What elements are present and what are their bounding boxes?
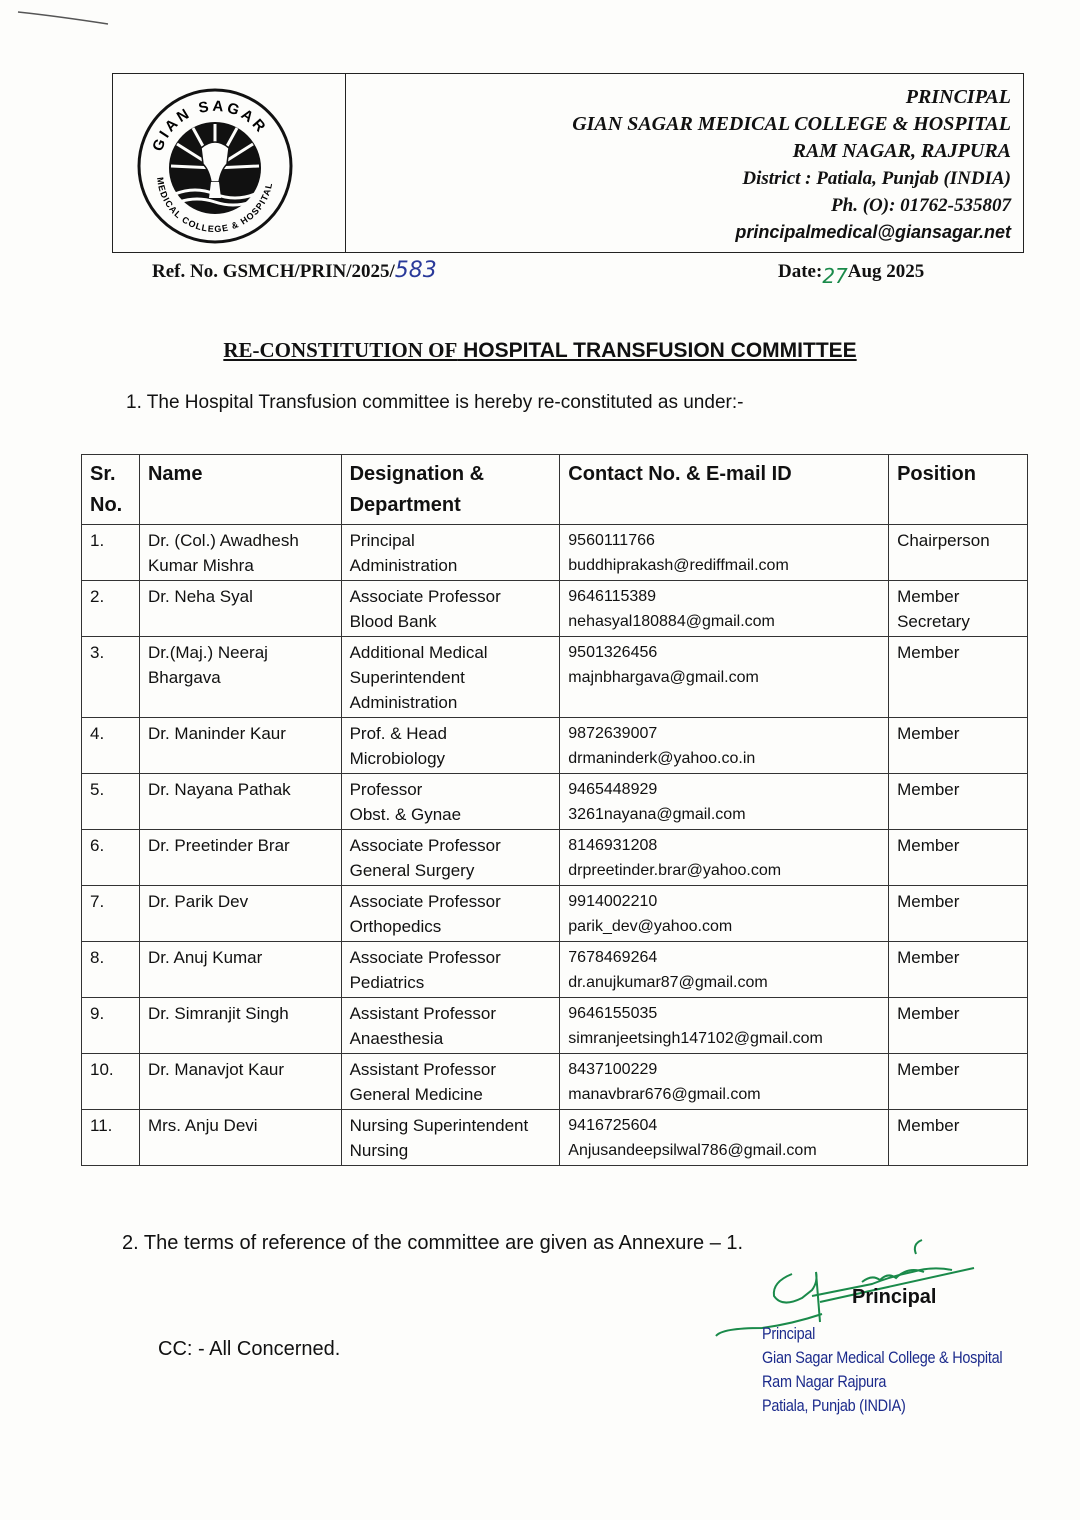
designation-line: Associate Professor bbox=[349, 587, 501, 606]
table-row bbox=[82, 1054, 1028, 1110]
cell-contact bbox=[560, 1054, 889, 1110]
paragraph-2: 2. The terms of reference of the committee are given as Annexure – 1. bbox=[122, 1232, 744, 1254]
logo-cell bbox=[113, 74, 346, 252]
table-header-row bbox=[82, 455, 1028, 525]
cell-contact bbox=[560, 830, 889, 886]
reference-number bbox=[152, 258, 437, 283]
date-handwritten-day: 27 bbox=[822, 264, 848, 288]
phone-number: 9646115389 bbox=[568, 588, 657, 605]
cell-contact bbox=[560, 1110, 889, 1166]
designation-line: Nursing Superintendent bbox=[349, 1116, 529, 1135]
header-contact: Contact No. & E-mail ID bbox=[560, 455, 889, 525]
date-label: Date: bbox=[778, 261, 823, 282]
cell-contact bbox=[560, 942, 889, 998]
cell-contact bbox=[560, 718, 889, 774]
cell-designation bbox=[341, 637, 560, 718]
phone-number: 9646155035 bbox=[568, 1005, 658, 1022]
cell-designation bbox=[341, 1110, 560, 1166]
committee-members-table bbox=[81, 454, 1028, 1166]
email-address: 3261nayana@gmail.com bbox=[568, 806, 746, 823]
reference-handwritten-number: 583 bbox=[394, 258, 437, 283]
cell-name: Dr. Manavjot Kaur bbox=[139, 1054, 341, 1110]
letterhead-phone: Ph. (O): 01762-535807 bbox=[831, 195, 1011, 216]
cell-position: Member bbox=[889, 886, 1028, 942]
cell-position: Chairperson bbox=[889, 525, 1028, 581]
email-address: drmaninderk@yahoo.co.in bbox=[568, 750, 756, 767]
svg-text:MEDICAL COLLEGE & HOSPITAL: MEDICAL COLLEGE & HOSPITAL bbox=[154, 176, 275, 235]
cc-line: CC: - All Concerned. bbox=[158, 1338, 341, 1360]
cell-name: Mrs. Anju Devi bbox=[139, 1110, 341, 1166]
designation-line: Administration bbox=[349, 693, 458, 712]
cell-contact bbox=[560, 774, 889, 830]
letterhead bbox=[112, 73, 1024, 253]
cell-sr-no: 9. bbox=[82, 998, 140, 1054]
cell-designation bbox=[341, 525, 560, 581]
svg-text:GIAN SAGAR: GIAN SAGAR bbox=[149, 97, 271, 154]
college-logo-icon bbox=[135, 86, 295, 246]
phone-number: 9560111766 bbox=[568, 532, 655, 549]
letterhead-address bbox=[572, 84, 1011, 246]
email-address: drpreetinder.brar@yahoo.com bbox=[568, 862, 782, 879]
designation-line: Microbiology bbox=[349, 749, 446, 768]
header-name: Name bbox=[139, 455, 341, 525]
cell-designation bbox=[341, 998, 560, 1054]
scan-mark bbox=[16, 8, 111, 26]
cell-sr-no: 8. bbox=[82, 942, 140, 998]
document-title: RE-CONSTITUTION OF HOSPITAL TRANSFUSION COMMITTEE bbox=[223, 338, 857, 362]
letterhead-principal: PRINCIPAL bbox=[905, 86, 1011, 108]
cell-designation bbox=[341, 718, 560, 774]
table-row bbox=[82, 942, 1028, 998]
cell-name: Dr. Nayana Pathak bbox=[139, 774, 341, 830]
designation-line: Anaesthesia bbox=[349, 1029, 444, 1048]
official-stamp: Principal Gian Sagar Medical College & Hospital Ram Nagar Rajpura Patiala, Punjab (INDIA) bbox=[762, 1324, 1003, 1415]
email-address: majnbhargava@gmail.com bbox=[568, 669, 759, 686]
letterhead-college: GIAN SAGAR MEDICAL COLLEGE & HOSPITAL bbox=[572, 113, 1011, 135]
cell-sr-no: 3. bbox=[82, 637, 140, 718]
designation-line: Administration bbox=[349, 556, 458, 575]
phone-number: 9465448929 bbox=[568, 781, 658, 798]
designation-line: Orthopedics bbox=[349, 917, 442, 936]
designation-line: Associate Professor bbox=[349, 836, 501, 855]
cell-sr-no: 10. bbox=[82, 1054, 140, 1110]
cell-position: Member bbox=[889, 774, 1028, 830]
cell-name: Dr. (Col.) Awadhesh Kumar Mishra bbox=[139, 525, 341, 581]
header-designation: Designation & Department bbox=[341, 455, 560, 525]
phone-number: 9416725604 bbox=[568, 1117, 658, 1134]
cell-position: Member bbox=[889, 637, 1028, 718]
designation-line: Assistant Professor bbox=[349, 1004, 497, 1023]
table-row bbox=[82, 718, 1028, 774]
cell-name: Dr. Anuj Kumar bbox=[139, 942, 341, 998]
reference-label: Ref. No. GSMCH/PRIN/2025/ bbox=[152, 261, 395, 282]
cell-sr-no: 6. bbox=[82, 830, 140, 886]
email-address: parik_dev@yahoo.com bbox=[568, 918, 733, 935]
table-row bbox=[82, 998, 1028, 1054]
designation-line: Prof. & Head bbox=[349, 724, 447, 743]
cell-position: Member Secretary bbox=[889, 581, 1028, 637]
cell-designation bbox=[341, 942, 560, 998]
cell-name: Dr. Preetinder Brar bbox=[139, 830, 341, 886]
designation-line: Additional Medical Superintendent bbox=[349, 643, 488, 687]
cell-contact bbox=[560, 886, 889, 942]
designation-line: General Medicine bbox=[349, 1085, 483, 1104]
email-address: Anjusandeepsilwal786@gmail.com bbox=[568, 1142, 817, 1159]
cell-designation bbox=[341, 1054, 560, 1110]
designation-line: Professor bbox=[349, 780, 423, 799]
designation-line: Associate Professor bbox=[349, 892, 501, 911]
header-sr-no: Sr. No. bbox=[82, 455, 140, 525]
phone-number: 9501326456 bbox=[568, 644, 658, 661]
designation-line: Assistant Professor bbox=[349, 1060, 497, 1079]
email-address: manavbrar676@gmail.com bbox=[568, 1086, 761, 1103]
email-address: simranjeetsingh147102@gmail.com bbox=[568, 1030, 823, 1047]
paragraph-1: 1. The Hospital Transfusion committee is hereby re-constituted as under:- bbox=[126, 392, 744, 413]
cell-contact bbox=[560, 581, 889, 637]
cell-position: Member bbox=[889, 998, 1028, 1054]
header-position: Position bbox=[889, 455, 1028, 525]
designation-line: Obst. & Gynae bbox=[349, 805, 462, 824]
designation-line: General Surgery bbox=[349, 861, 475, 880]
table-row bbox=[82, 830, 1028, 886]
cell-name: Dr.(Maj.) Neeraj Bhargava bbox=[139, 637, 341, 718]
phone-number: 9872639007 bbox=[568, 725, 658, 742]
table-row bbox=[82, 774, 1028, 830]
signature-title: Principal bbox=[852, 1286, 937, 1308]
cell-sr-no: 11. bbox=[82, 1110, 140, 1166]
cell-sr-no: 1. bbox=[82, 525, 140, 581]
cell-sr-no: 7. bbox=[82, 886, 140, 942]
cell-position: Member bbox=[889, 830, 1028, 886]
cell-designation bbox=[341, 774, 560, 830]
cell-contact bbox=[560, 998, 889, 1054]
cell-designation bbox=[341, 886, 560, 942]
cell-position: Member bbox=[889, 718, 1028, 774]
designation-line: Blood Bank bbox=[349, 612, 437, 631]
cell-name: Dr. Parik Dev bbox=[139, 886, 341, 942]
designation-line: Nursing bbox=[349, 1141, 409, 1160]
designation-line: Pediatrics bbox=[349, 973, 425, 992]
document-date bbox=[778, 258, 925, 288]
cell-position: Member bbox=[889, 942, 1028, 998]
phone-number: 7678469264 bbox=[568, 949, 658, 966]
cell-designation bbox=[341, 830, 560, 886]
cell-contact bbox=[560, 525, 889, 581]
cell-sr-no: 5. bbox=[82, 774, 140, 830]
cell-contact bbox=[560, 637, 889, 718]
date-month-year: Aug 2025 bbox=[847, 261, 925, 282]
letterhead-location: RAM NAGAR, RAJPURA bbox=[792, 140, 1011, 162]
table-row bbox=[82, 637, 1028, 718]
cell-designation bbox=[341, 581, 560, 637]
table-row bbox=[82, 886, 1028, 942]
cell-sr-no: 4. bbox=[82, 718, 140, 774]
phone-number: 9914002210 bbox=[568, 893, 658, 910]
cell-position: Member bbox=[889, 1110, 1028, 1166]
table-row bbox=[82, 1110, 1028, 1166]
email-address: dr.anujkumar87@gmail.com bbox=[568, 974, 768, 991]
letterhead-email: principalmedical@giansagar.net bbox=[735, 222, 1011, 242]
cell-name: Dr. Neha Syal bbox=[139, 581, 341, 637]
cell-position: Member bbox=[889, 1054, 1028, 1110]
email-address: buddhiprakash@rediffmail.com bbox=[568, 557, 789, 574]
cell-name: Dr. Maninder Kaur bbox=[139, 718, 341, 774]
table-row bbox=[82, 525, 1028, 581]
phone-number: 8146931208 bbox=[568, 837, 658, 854]
phone-number: 8437100229 bbox=[568, 1061, 658, 1078]
cell-name: Dr. Simranjit Singh bbox=[139, 998, 341, 1054]
cell-sr-no: 2. bbox=[82, 581, 140, 637]
designation-line: Principal bbox=[349, 531, 415, 550]
table-row bbox=[82, 581, 1028, 637]
designation-line: Associate Professor bbox=[349, 948, 501, 967]
email-address: nehasyal180884@gmail.com bbox=[568, 613, 775, 630]
letterhead-district: District : Patiala, Punjab (INDIA) bbox=[742, 168, 1011, 189]
